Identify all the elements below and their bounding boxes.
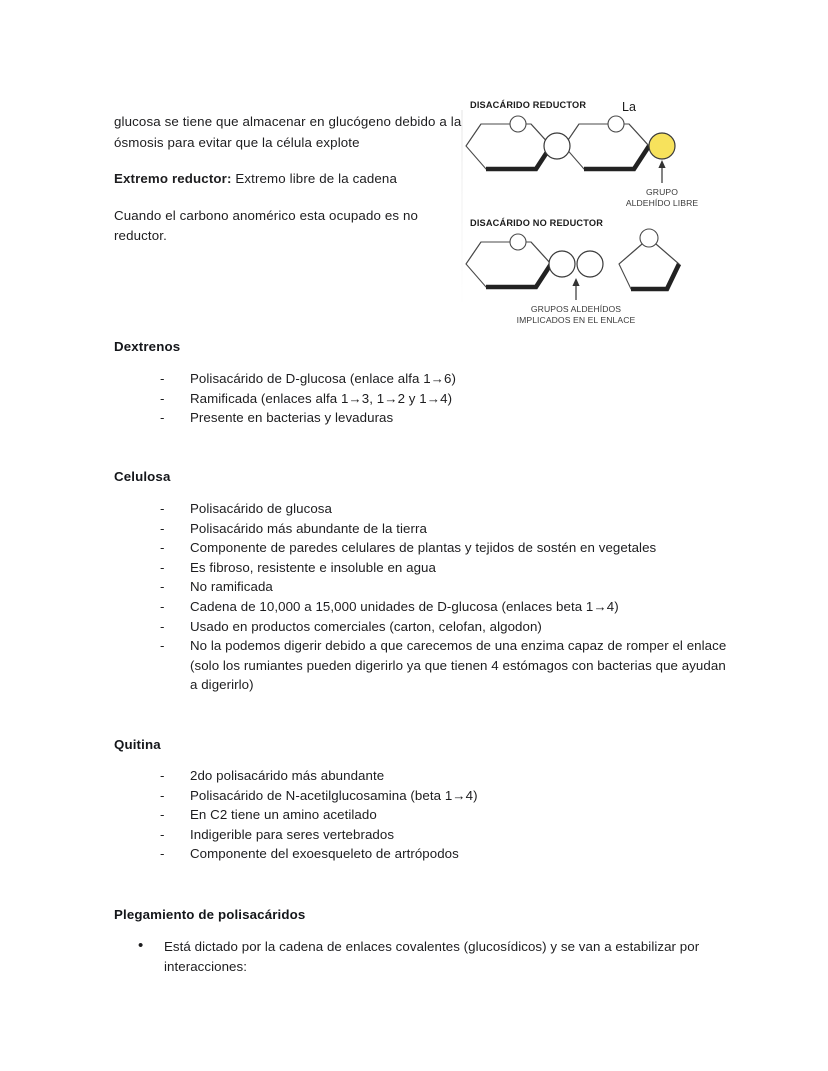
heading-celulosa: Celulosa <box>114 469 171 484</box>
list-marker: - <box>160 807 165 823</box>
list-marker: - <box>160 390 165 406</box>
bottom-linkage-node-right <box>577 251 603 277</box>
list-item <box>160 408 710 428</box>
list-item <box>160 369 710 389</box>
list-item <box>160 538 730 558</box>
list-item <box>160 844 710 864</box>
list-item-text: Presente en bacterias y levaduras <box>190 410 394 426</box>
list-item <box>160 558 730 578</box>
intro-paragraph-2 <box>114 169 462 190</box>
top-glycosidic-bond-node <box>544 133 570 159</box>
extremo-reductor-text: Extremo libre de la cadena <box>231 171 397 186</box>
list-item <box>160 636 730 695</box>
list-marker: - <box>160 559 165 575</box>
list-item-text: 2do polisacárido más abundante <box>190 768 385 783</box>
top-right-sugar-ring <box>564 124 649 169</box>
list-marker: - <box>160 371 165 386</box>
top-caption-arrow <box>658 160 665 183</box>
bottom-linkage-node-left <box>549 251 575 277</box>
list-item <box>160 519 730 539</box>
list-item-text: No la podemos digerir debido a que carecemos de una enzima capaz de romper el enlace (solo los rumiantes pueden digerirlo ya que tienen 4 estómagos con bacterias que ayudan a digerirlo) <box>190 638 727 693</box>
list-item <box>160 786 710 806</box>
list-item <box>160 805 710 825</box>
list-item-text: Componente de paredes celulares de plantas y tejidos de sostén en vegetales <box>190 540 657 556</box>
disaccharide-figure <box>459 84 704 324</box>
list-item <box>160 617 730 637</box>
top-right-ring-oxygen-node <box>608 116 624 132</box>
top-left-sugar-ring <box>466 124 551 169</box>
extremo-reductor-label: Extremo reductor: <box>114 171 232 186</box>
bottom-caption-line-2: IMPLICADOS EN EL ENLACE <box>516 315 636 324</box>
list-plegamiento <box>138 937 724 976</box>
list-marker: - <box>160 520 165 536</box>
list-item-text: Ramificada (enlaces alfa 1→3, 1→2 y 1→4) <box>190 390 453 406</box>
list-item-text: Polisacárido más abundante de la tierra <box>190 520 427 536</box>
list-marker: - <box>160 410 165 426</box>
list-item-text: Usado en productos comerciales (carton, celofan, algodon) <box>190 618 542 634</box>
list-item <box>160 766 710 786</box>
heading-quitina: Quitina <box>114 737 161 752</box>
heading-plegamiento: Plegamiento de polisacáridos <box>114 907 306 922</box>
list-marker: - <box>160 638 165 654</box>
list-marker: - <box>160 540 165 556</box>
bottom-left-ring-oxygen-node <box>510 234 526 250</box>
list-item <box>160 577 730 597</box>
intro-paragraph-1: glucosa se tiene que almacenar en glucógeno debido a la ósmosis para evitar que la célula explote <box>114 114 462 150</box>
list-celulosa <box>160 499 730 695</box>
list-item <box>160 597 730 617</box>
list-marker: - <box>160 826 165 842</box>
list-dextrenos <box>160 369 710 428</box>
list-marker: - <box>160 768 165 783</box>
list-item <box>160 389 710 409</box>
intro-paragraph-3: Cuando el carbono anomérico esta ocupado es no reductor. <box>114 207 419 243</box>
heading-dextrenos: Dextrenos <box>114 339 181 354</box>
free-aldehyde-group-node <box>649 133 675 159</box>
bottom-caption-arrow <box>572 278 579 300</box>
list-item <box>138 937 724 976</box>
list-item-text: Indigerible para seres vertebrados <box>190 826 395 842</box>
bottom-right-ring-oxygen-node <box>640 229 658 247</box>
list-marker: - <box>160 501 165 516</box>
list-item-text: No ramificada <box>190 579 273 595</box>
list-item <box>160 499 730 519</box>
list-item-text: Está dictado por la cadena de enlaces covalentes (glucosídicos) y se van a estabilizar por interacciones: <box>164 939 700 974</box>
list-item-text: Cadena de 10,000 a 15,000 unidades de D-glucosa (enlaces beta 1→4) <box>190 598 619 614</box>
figure-floating-note: La <box>622 100 636 114</box>
top-left-ring-oxygen-node <box>510 116 526 132</box>
list-marker: - <box>160 579 165 595</box>
list-item <box>160 825 710 845</box>
bottom-caption-line-1: GRUPOS ALDEHÍDOS <box>530 304 622 314</box>
bottom-left-sugar-ring <box>466 242 551 287</box>
top-diagram-title: DISACÁRIDO REDUCTOR <box>470 100 587 110</box>
intro-text-block <box>114 112 462 247</box>
list-item-text: En C2 tiene un amino acetilado <box>190 807 377 823</box>
list-marker: • <box>138 937 144 954</box>
list-item-text: Polisacárido de glucosa <box>190 501 332 516</box>
top-caption-line-1: GRUPO <box>646 187 678 197</box>
list-item-text: Polisacárido de D-glucosa (enlace alfa 1→6) <box>190 371 456 386</box>
list-item-text: Polisacárido de N-acetilglucosamina (beta 1→4) <box>190 787 478 803</box>
top-caption-line-2: ALDEHÍDO LIBRE <box>625 198 699 208</box>
list-marker: - <box>160 787 165 803</box>
bottom-diagram-title: DISACÁRIDO NO REDUCTOR <box>470 218 604 228</box>
list-quitina <box>160 766 710 864</box>
list-item-text: Componente del exoesqueleto de artrópodos <box>190 846 459 862</box>
list-item-text: Es fibroso, resistente e insoluble en agua <box>190 559 436 575</box>
list-marker: - <box>160 846 165 862</box>
list-marker: - <box>160 598 165 614</box>
list-marker: - <box>160 618 165 634</box>
